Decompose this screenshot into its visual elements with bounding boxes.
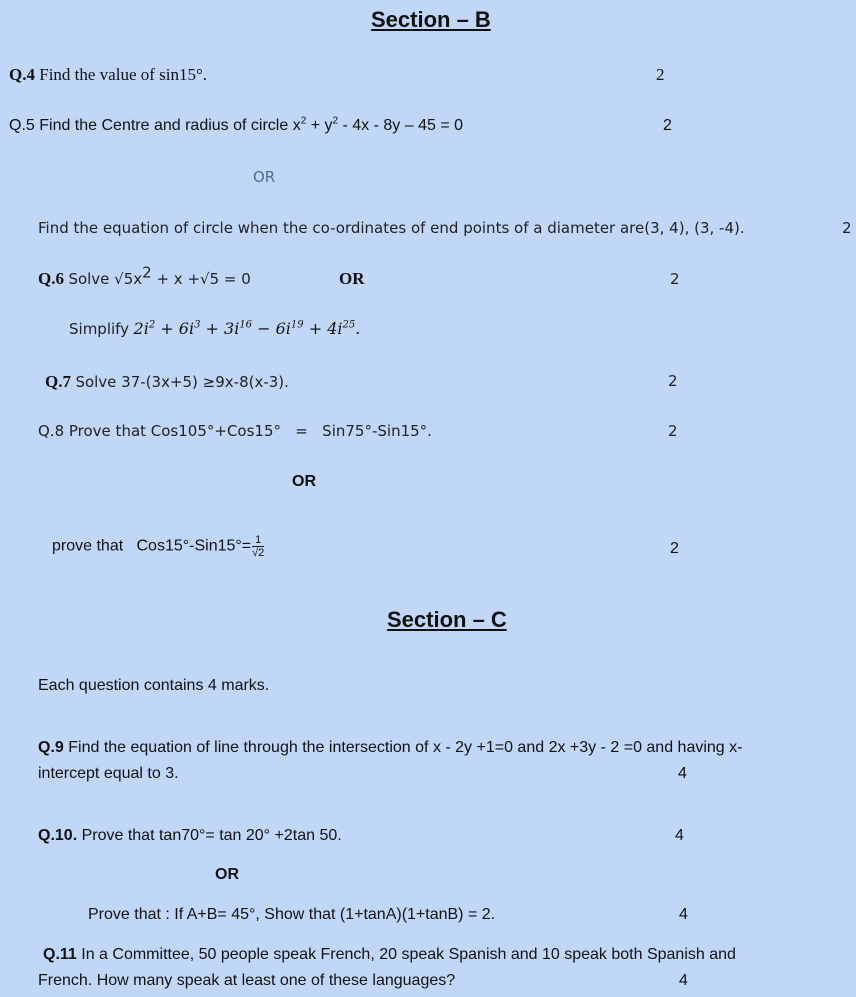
expr-exp-d: 19: [290, 319, 304, 331]
question-9-text-1: Find the equation of line through the intersection of x - 2y +1=0 and 2x +3y - 2 =0 and having x-: [68, 739, 743, 756]
expr-end: .: [355, 319, 361, 338]
question-5-marks: 2: [663, 117, 672, 134]
question-4-text: Find the value of sin15°.: [39, 65, 208, 84]
question-7: [45, 372, 289, 392]
question-6: [38, 263, 251, 289]
expr-term-e: + 4i: [303, 319, 343, 338]
question-5-text-mid: + y: [306, 117, 333, 134]
question-4: [9, 65, 207, 85]
question-7-text: Solve 37-(3x+5) ≥9x-8(x-3).: [75, 373, 289, 391]
question-9-marks: 4: [678, 765, 687, 782]
question-7-number: Q.7: [45, 372, 71, 391]
question-8-marks: 2: [668, 422, 678, 440]
question-6-sup: 2: [142, 263, 152, 282]
question-6-marks: 2: [670, 270, 680, 288]
expr-exp-a: 2: [148, 319, 156, 331]
expr-term-d: − 6i: [252, 319, 291, 338]
question-9-line-2: intercept equal to 3.: [38, 765, 179, 782]
question-4-number: Q.4: [9, 65, 35, 84]
question-8-alternative-marks: 2: [670, 540, 679, 557]
question-10-text: Prove that tan70°= tan 20° +2tan 50.: [81, 827, 342, 844]
question-5-alternative-marks: 2: [842, 219, 852, 237]
expr-exp-b: 3: [194, 319, 201, 331]
question-6-simplify-label: Simplify: [69, 320, 130, 338]
question-5-or: OR: [253, 168, 276, 186]
question-6-simplify: [69, 319, 360, 339]
question-10-alternative: Prove that : If A+B= 45°, Show that (1+tanA)(1+tanB) = 2.: [88, 906, 496, 923]
question-5-text-post: - 4x - 8y – 45 = 0: [338, 117, 464, 134]
question-10-number: Q.10.: [38, 827, 78, 844]
question-6-or: OR: [339, 269, 365, 288]
expr-exp-c: 16: [239, 319, 253, 331]
question-8-alternative-text: prove that Cos15°-Sin15°=: [52, 537, 252, 555]
question-5-text-pre: Q.5 Find the Centre and radius of circle x: [9, 117, 301, 134]
question-8: Q.8 Prove that Cos105°+Cos15° = Sin75°-Sin15°.: [38, 422, 432, 440]
expr-term-a: 2i: [133, 319, 149, 338]
question-11-line-1: [43, 946, 736, 964]
question-5-alternative: Find the equation of circle when the co-ordinates of end points of a diameter are(3, 4), (3, -4).: [38, 219, 745, 237]
fraction-numerator: 1: [252, 534, 264, 547]
question-8-alternative: [52, 534, 264, 559]
question-6-text-post: + x +√5 = 0: [151, 270, 251, 288]
section-c-title: Section – C: [387, 607, 507, 632]
question-11-marks: 4: [679, 972, 688, 989]
expr-term-c: + 3i: [200, 319, 240, 338]
question-5-sup-2: 2: [332, 115, 339, 127]
question-9-number: Q.9: [38, 739, 64, 756]
question-10-alternative-marks: 4: [679, 906, 688, 923]
question-8-or: OR: [292, 473, 316, 490]
question-10-or: OR: [215, 866, 239, 883]
question-11-number: Q.11: [43, 946, 77, 963]
expr-exp-e: 25: [342, 319, 356, 331]
question-5: [9, 117, 463, 135]
question-9-line-1: [38, 739, 742, 757]
question-6-text-pre: Solve √5x: [68, 270, 143, 288]
fraction-denominator: √2: [252, 547, 265, 559]
question-5-sup-1: 2: [300, 115, 307, 127]
question-11-text-1: In a Committee, 50 people speak French, 20 speak Spanish and 10 speak both Spanish and: [81, 946, 736, 963]
question-10-marks: 4: [675, 827, 684, 844]
question-7-marks: 2: [668, 372, 678, 390]
question-11-line-2: French. How many speak at least one of these languages?: [38, 972, 456, 989]
question-6-number: Q.6: [38, 269, 64, 288]
expr-term-b: + 6i: [155, 319, 195, 338]
question-10: [38, 827, 342, 845]
section-c-intro: Each question contains 4 marks.: [38, 677, 270, 694]
question-6-expression: [134, 319, 361, 338]
section-b-title: Section – B: [371, 7, 491, 32]
question-4-marks: 2: [656, 65, 665, 84]
fraction-one-over-root-two: [252, 534, 264, 559]
